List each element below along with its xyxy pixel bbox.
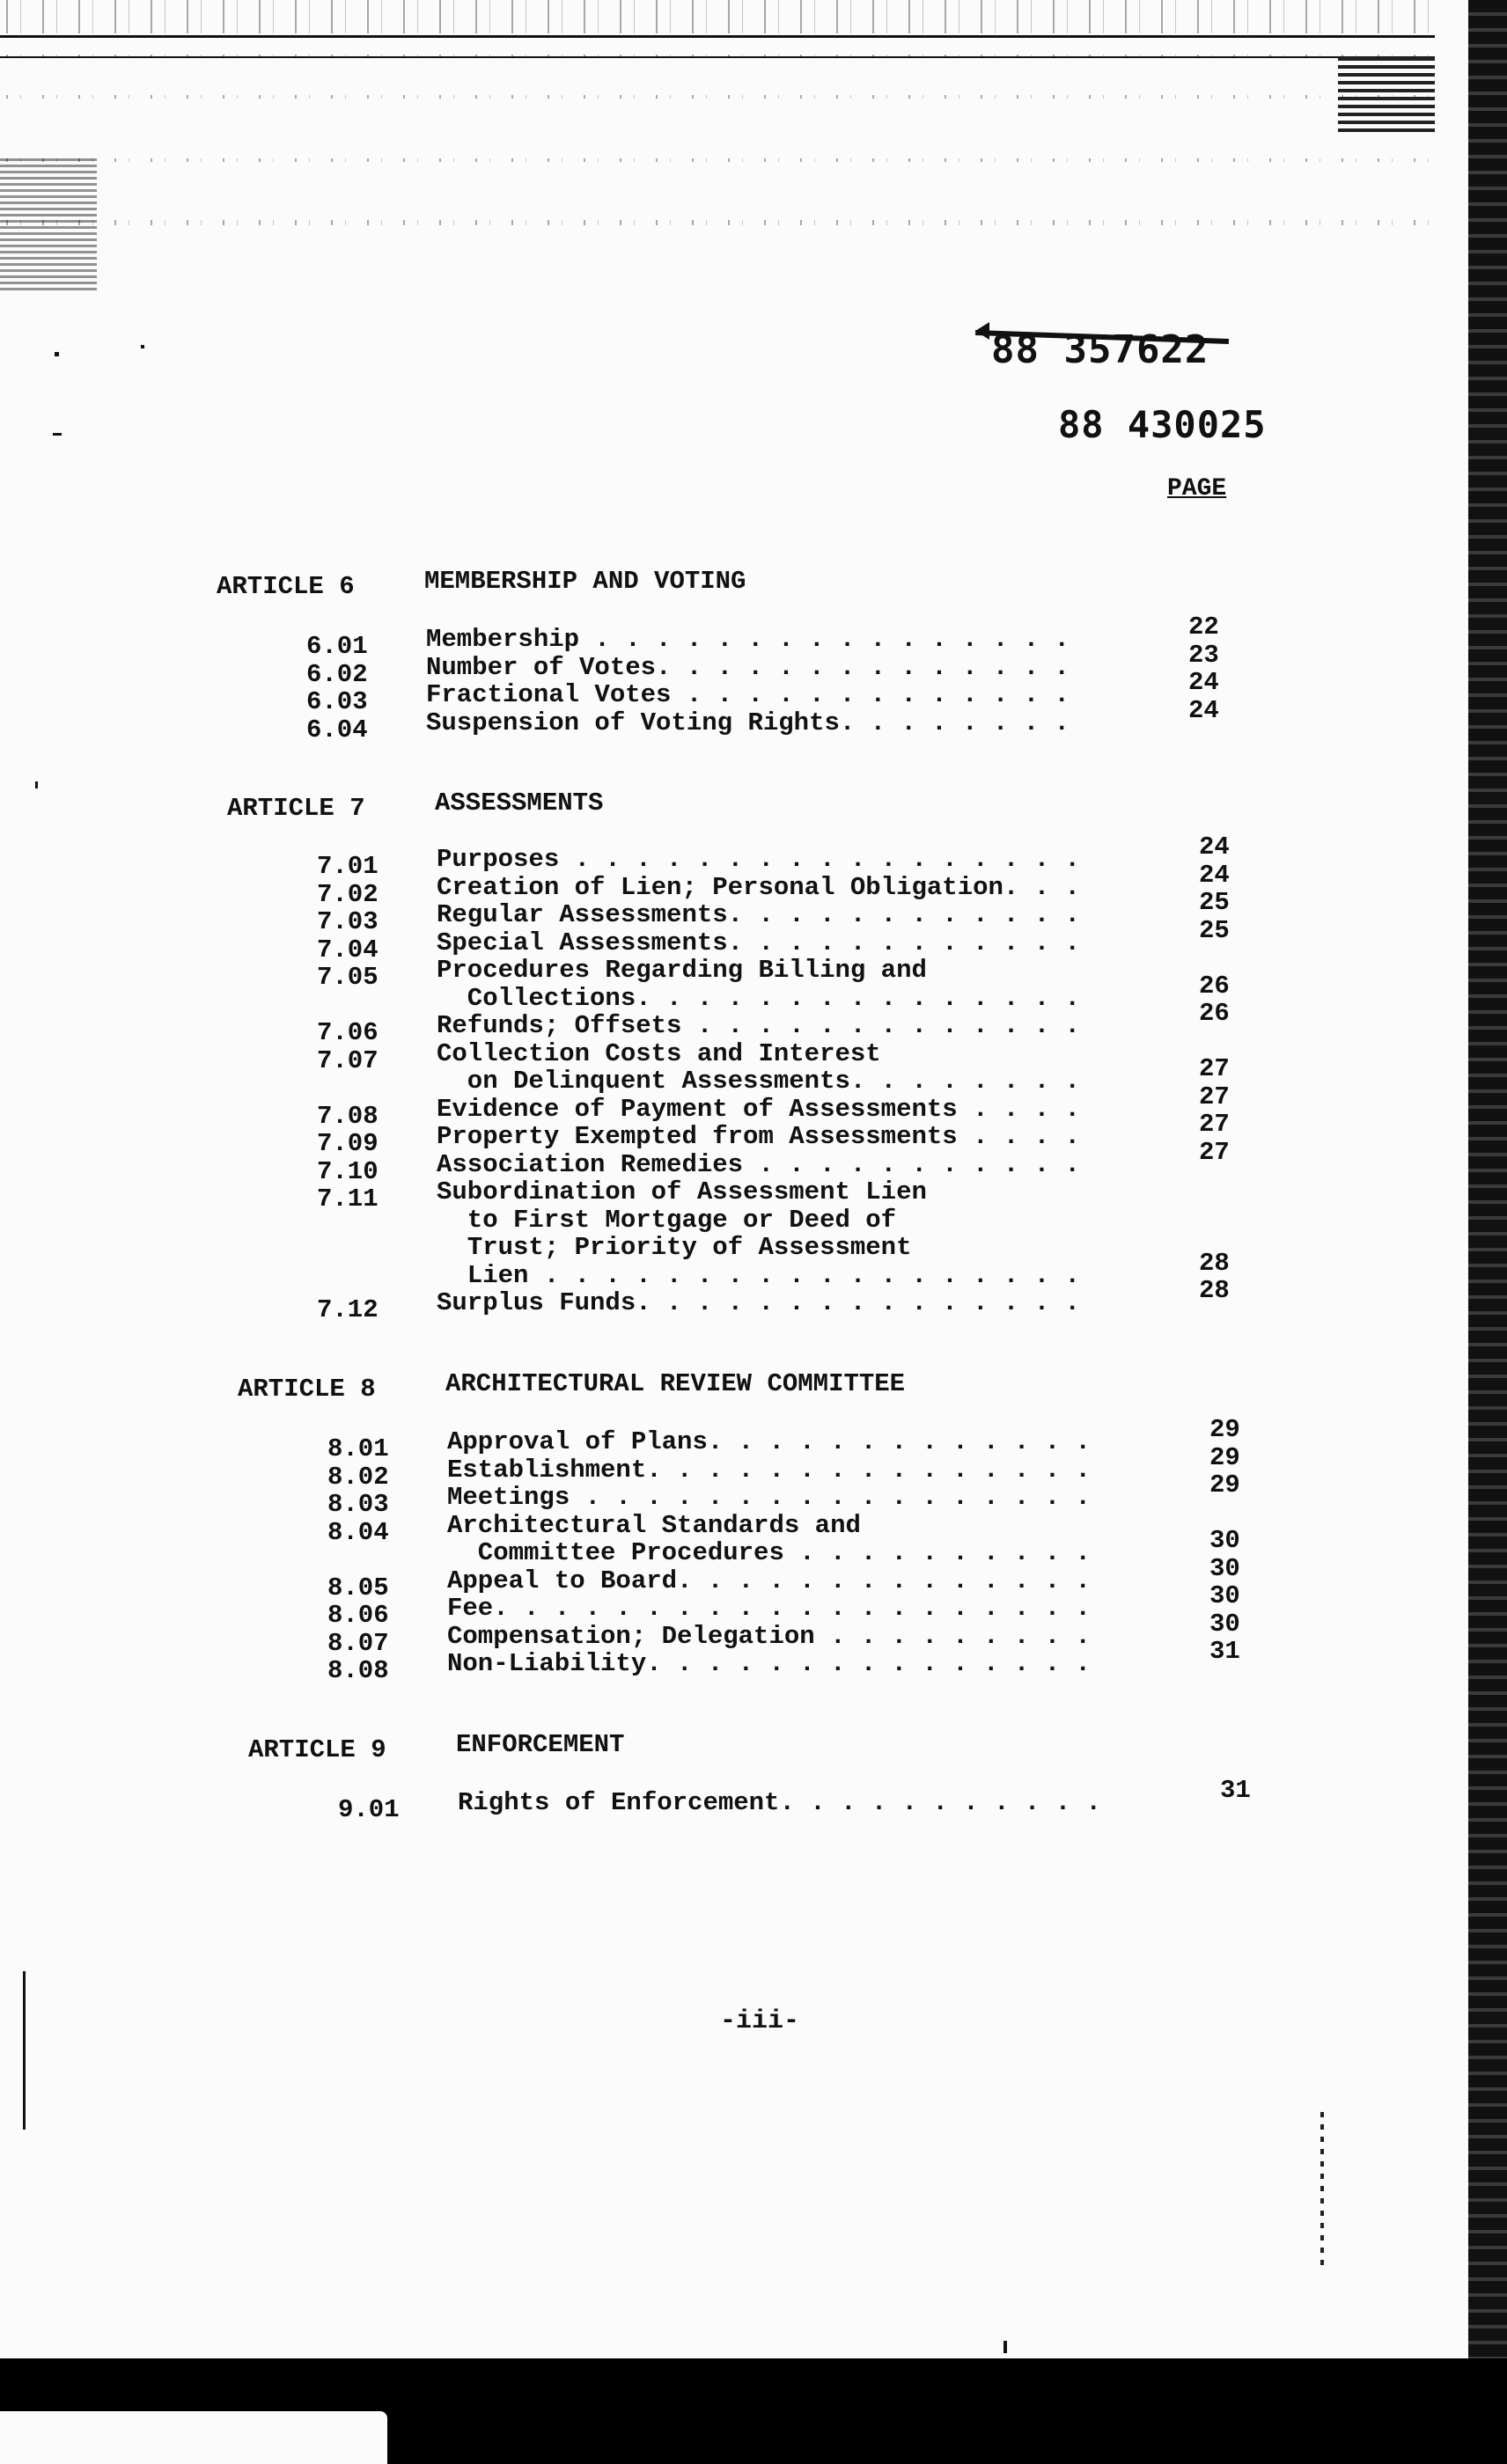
section-page: 23	[1188, 640, 1219, 670]
article-title: ARCHITECTURAL REVIEW COMMITTEE	[445, 1369, 906, 1398]
scan-speck	[55, 352, 59, 356]
section-title-line: Committee Procedures . . . . . . . . . .	[447, 1538, 1091, 1567]
scan-speck	[141, 345, 144, 348]
section-page: 22	[1188, 612, 1219, 642]
section-title-line: Establishment. . . . . . . . . . . . . . .	[447, 1455, 1091, 1485]
section-title-line: Trust; Priority of Assessment	[437, 1233, 912, 1262]
page-number: -iii-	[720, 2006, 800, 2036]
section-page: 30	[1209, 1526, 1240, 1555]
section-page: 27	[1199, 1082, 1230, 1111]
scan-smudge	[0, 158, 97, 290]
section-page: 29	[1209, 1470, 1240, 1500]
section-title-line: Meetings . . . . . . . . . . . . . . . . .	[447, 1483, 1091, 1512]
section-title-line: Fractional Votes . . . . . . . . . . . . .	[426, 680, 1070, 709]
article-title: ENFORCEMENT	[456, 1730, 625, 1759]
section-page: 24	[1188, 695, 1219, 725]
section-page: 31	[1209, 1637, 1240, 1666]
section-number: 8.08	[327, 1656, 389, 1685]
section-page: 30	[1209, 1609, 1240, 1639]
section-title-line: Fee. . . . . . . . . . . . . . . . . . . .	[447, 1594, 1091, 1623]
section-number: 7.06	[317, 1018, 379, 1047]
section-number: 8.04	[327, 1517, 389, 1547]
section-title-line: Non-Liability. . . . . . . . . . . . . . .	[447, 1649, 1091, 1678]
struck-document-number: 88 357622	[991, 327, 1209, 372]
article-title: MEMBERSHIP AND VOTING	[424, 567, 746, 596]
section-number: 7.10	[317, 1156, 379, 1186]
section-number: 7.01	[317, 852, 379, 881]
scan-speck	[53, 433, 62, 436]
section-number: 7.09	[317, 1129, 379, 1158]
section-title-line: Number of Votes. . . . . . . . . . . . . .	[426, 652, 1070, 682]
scan-smudge	[1338, 53, 1435, 132]
section-title-line: Rights of Enforcement. . . . . . . . . . .	[458, 1788, 1101, 1817]
scan-edge	[1468, 0, 1507, 2464]
section-page: 30	[1209, 1553, 1240, 1583]
section-number: 8.06	[327, 1601, 389, 1630]
section-number: 8.07	[327, 1628, 389, 1658]
section-page: 25	[1199, 888, 1230, 917]
scan-speck	[23, 1971, 26, 2130]
section-number: 8.03	[327, 1490, 389, 1519]
section-title-line: Suspension of Voting Rights. . . . . . . .	[426, 708, 1070, 737]
section-number: 7.04	[317, 935, 379, 964]
section-number: 6.02	[306, 659, 368, 689]
section-page: 25	[1199, 915, 1230, 945]
scan-speck	[1320, 2112, 1324, 2270]
document-number: 88 430025	[1058, 403, 1267, 446]
scan-border-tab	[0, 2411, 387, 2464]
section-title-line: Association Remedies . . . . . . . . . . .	[437, 1149, 1080, 1179]
section-number: 8.05	[327, 1573, 389, 1602]
section-page: 24	[1199, 832, 1230, 862]
scan-speck	[1003, 2341, 1007, 2353]
section-page: 27	[1199, 1110, 1230, 1139]
section-page: 26	[1199, 971, 1230, 1001]
strike-arrow	[975, 322, 989, 340]
section-number: 6.01	[306, 632, 368, 661]
section-title-line: Purposes . . . . . . . . . . . . . . . . .	[437, 845, 1080, 874]
section-title-line: Compensation; Delegation . . . . . . . . .	[447, 1621, 1091, 1651]
section-number: 8.02	[327, 1462, 389, 1492]
section-page: 30	[1209, 1581, 1240, 1610]
scan-noise	[0, 0, 1435, 290]
section-title-line: Special Assessments. . . . . . . . . . . .	[437, 928, 1080, 957]
section-title-line: Approval of Plans. . . . . . . . . . . . .	[447, 1427, 1091, 1456]
section-number: 6.04	[306, 715, 368, 744]
section-number: 9.01	[338, 1795, 400, 1824]
section-title-line: Procedures Regarding Billing and	[437, 956, 927, 985]
section-title-line: Regular Assessments. . . . . . . . . . . .	[437, 900, 1080, 929]
article-label: ARTICLE 6	[217, 572, 355, 601]
section-number: 6.03	[306, 687, 368, 716]
section-title-line: Subordination of Assessment Lien	[437, 1177, 927, 1206]
section-title-line: Architectural Standards and	[447, 1510, 861, 1540]
section-number: 7.05	[317, 963, 379, 992]
section-title-line: Lien . . . . . . . . . . . . . . . . . .	[437, 1260, 1080, 1290]
section-number: 7.11	[317, 1184, 379, 1214]
section-page: 26	[1199, 999, 1230, 1028]
section-page: 28	[1199, 1276, 1230, 1305]
scan-rule	[0, 35, 1435, 38]
section-number: 7.03	[317, 907, 379, 936]
section-page: 24	[1199, 860, 1230, 890]
section-page: 27	[1199, 1137, 1230, 1167]
section-page: 29	[1209, 1415, 1240, 1444]
article-label: ARTICLE 9	[248, 1735, 386, 1764]
scan-rule	[0, 56, 1435, 58]
article-title: ASSESSMENTS	[435, 788, 604, 818]
section-page: 28	[1199, 1248, 1230, 1278]
section-number: 8.01	[327, 1434, 389, 1463]
section-title-line: to First Mortgage or Deed of	[437, 1205, 897, 1235]
page-column-header: PAGE	[1167, 475, 1227, 502]
section-number: 7.08	[317, 1101, 379, 1131]
section-page: 31	[1220, 1776, 1251, 1805]
section-title-line: Surplus Funds. . . . . . . . . . . . . . .	[437, 1288, 1080, 1317]
section-title-line: Membership . . . . . . . . . . . . . . . .	[426, 625, 1070, 654]
section-page: 27	[1199, 1054, 1230, 1083]
article-label: ARTICLE 8	[238, 1375, 376, 1404]
scan-speck	[35, 781, 38, 788]
section-title-line: on Delinquent Assessments. . . . . . . .	[437, 1067, 1080, 1096]
section-title-line: Property Exempted from Assessments . . . .	[437, 1122, 1080, 1151]
section-title-line: Appeal to Board. . . . . . . . . . . . . .	[447, 1566, 1091, 1595]
section-page: 24	[1188, 668, 1219, 697]
section-title-line: Collection Costs and Interest	[437, 1038, 881, 1068]
section-title-line: Creation of Lien; Personal Obligation. . .	[437, 872, 1080, 902]
section-title-line: Evidence of Payment of Assessments . . . .	[437, 1094, 1080, 1124]
section-title-line: Collections. . . . . . . . . . . . . . .	[437, 983, 1080, 1013]
section-title-line: Refunds; Offsets . . . . . . . . . . . . .	[437, 1011, 1080, 1040]
section-page: 29	[1209, 1442, 1240, 1472]
section-number: 7.07	[317, 1045, 379, 1075]
article-label: ARTICLE 7	[227, 794, 365, 823]
section-number: 7.02	[317, 879, 379, 909]
section-number: 7.12	[317, 1295, 379, 1324]
